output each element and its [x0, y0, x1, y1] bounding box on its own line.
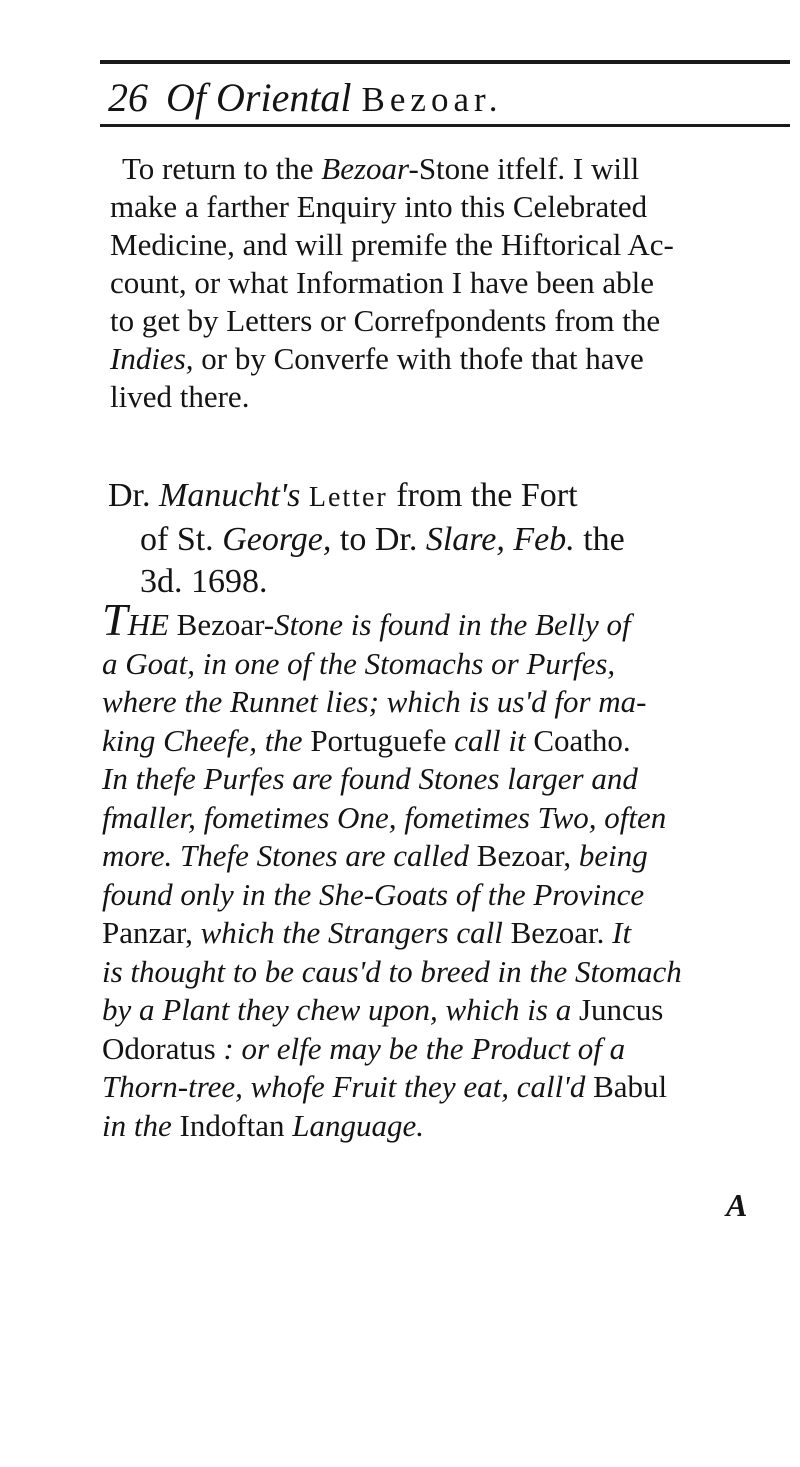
letter-text-segment: which the Strangers call — [192, 915, 511, 950]
letter-text-segment: a Goat, in one of the Stomachs or Purfes, — [102, 645, 616, 681]
header-title — [166, 74, 502, 121]
letter-title-line: of St. George, to Dr. Slare, Feb. the — [140, 521, 625, 558]
letter-text-segment: in the — [102, 1107, 180, 1143]
header-title-italic: Of Oriental — [166, 75, 352, 120]
intro-line: to get by Letters or Correfpondents from the — [110, 303, 661, 338]
letter-date: 3d. 1698. — [140, 563, 268, 600]
letter-title-line: Dr. Manucht's Letter from the Fort — [108, 477, 578, 514]
letter-text-segment: Bezoar, — [476, 838, 572, 873]
letter-text-segment: being — [571, 838, 648, 873]
letter-line — [102, 683, 762, 722]
letter-line — [102, 594, 762, 645]
letter-text-segment: Bezoar. — [510, 915, 605, 950]
intro-line: lived there. — [110, 379, 250, 414]
running-header — [108, 70, 748, 122]
letter-text-segment: Indoftan — [179, 1107, 285, 1143]
letter-text-segment: Thorn-tree, whofe Fruit they eat, call'd — [102, 1069, 594, 1104]
letter-text-segment: fmaller, fometimes One, fometimes Two, often — [102, 799, 667, 835]
letter-text-segment: Bezoar- — [176, 607, 275, 642]
letter-line — [102, 760, 762, 799]
letter-line — [102, 1068, 762, 1107]
intro-paragraph — [110, 150, 750, 416]
top-rule — [100, 60, 790, 64]
letter-line — [102, 953, 762, 992]
letter-paragraph — [102, 594, 762, 1145]
letter-text-segment: call it — [446, 722, 534, 758]
intro-line: count, or what Information I have been able — [110, 265, 655, 300]
letter-line — [102, 876, 762, 915]
letter-line — [102, 837, 762, 876]
letter-line — [102, 1030, 762, 1069]
drop-cap: T — [102, 594, 128, 645]
letter-line — [102, 1107, 762, 1146]
letter-line — [102, 914, 762, 953]
letter-text-segment: Panzar, — [102, 915, 193, 950]
letter-line — [102, 991, 762, 1030]
catchword: A — [726, 1187, 748, 1223]
letter-line — [102, 645, 762, 684]
letter-text-segment: HE — [127, 607, 177, 642]
letter-text-segment: king Cheefe, the — [102, 722, 311, 758]
letter-line — [102, 799, 762, 838]
page-number: 26 — [108, 75, 148, 120]
letter-text-segment: is thought to be caus'd to breed in the Stomach — [102, 953, 682, 989]
letter-text-segment: where the Runnet lies; which is us'd for ma- — [102, 684, 647, 719]
letter-text-segment: Coatho. — [533, 722, 631, 758]
letter-text-segment: Odoratus — [102, 1030, 216, 1066]
letter-text-segment: found only in the She-Goats of the Province — [102, 876, 645, 912]
letter-text-segment: by a Plant they chew upon, which is a — [102, 992, 579, 1027]
letter-line — [102, 722, 762, 761]
intro-line: Medicine, and will premife the Hiftorical Ac- — [110, 227, 674, 262]
intro-line: To return to the Bezoar-Stone itfelf. I will — [122, 151, 640, 186]
intro-line: Indies, or by Converfe with thofe that have — [110, 341, 644, 376]
header-rule — [100, 124, 790, 127]
letter-title — [108, 475, 758, 603]
letter-text-segment: more. Thefe Stones are called — [102, 838, 477, 873]
letter-text-segment: Language. — [284, 1107, 425, 1143]
letter-text-segment: In thefe Purfes are found Stones larger and — [102, 761, 638, 796]
letter-text-segment: Babul — [593, 1069, 668, 1104]
header-title-caps: Bezoar. — [361, 80, 503, 119]
letter-text-segment: Juncus — [578, 992, 664, 1027]
letter-text-segment: Stone is found in the Belly of — [274, 607, 631, 642]
letter-text-segment: It — [604, 915, 632, 950]
letter-text-segment: Portuguefe — [310, 722, 447, 758]
letter-text-segment: : or elfe may be the Product of a — [215, 1030, 626, 1066]
intro-line: make a farther Enquiry into this Celebrated — [110, 189, 648, 224]
